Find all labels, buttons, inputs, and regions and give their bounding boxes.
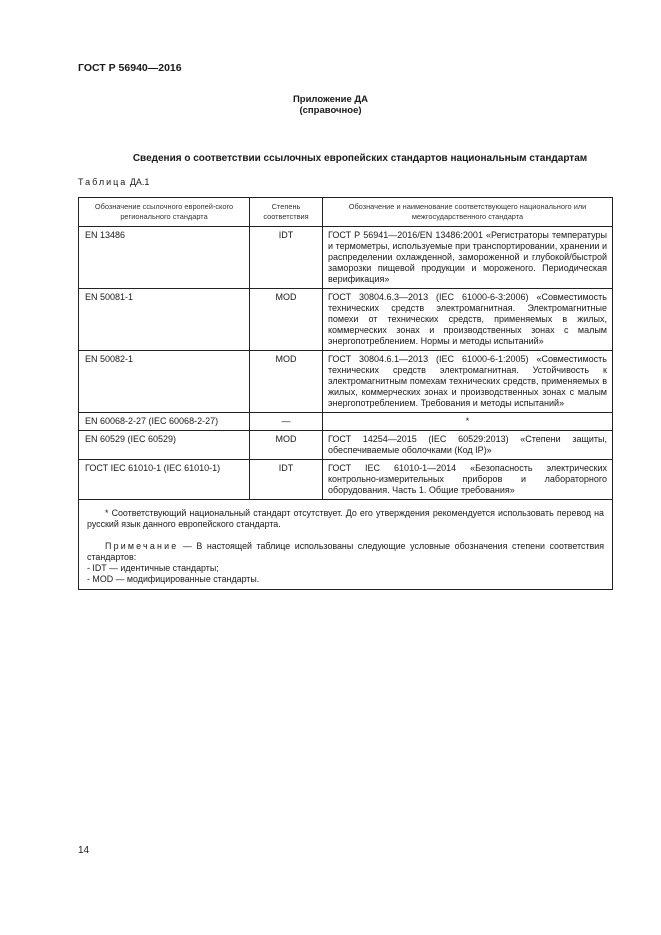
table-note bbox=[87, 541, 604, 563]
row-national: ГОСТ 30804.6.3—2013 (IEC 61000-6-3:2006) «Совместимость технических средств электромагнитная. Электромагнитные помехи от технических средств, применяемых в жилых, коммерческих зонах и производственных зонах с малым энергопотреблением. Нормы и методы испытаний» bbox=[323, 289, 613, 351]
row-degree: MOD bbox=[250, 289, 323, 351]
note-label: Примечание bbox=[105, 541, 179, 551]
section-title: Сведения о соответствии ссылочных европейских стандартов национальным стандартам bbox=[132, 153, 588, 164]
row-degree: MOD bbox=[250, 351, 323, 413]
row-degree: MOD bbox=[250, 431, 323, 460]
header-national-standard: Обозначение и наименование соответствующего национального или межгосударственного стандарта bbox=[323, 198, 613, 227]
page-number: 14 bbox=[78, 845, 90, 856]
row-national: ГОСТ Р 56941—2016/EN 13486:2001 «Регистраторы температуры и термометры, используемые при транспортировании, хранении и распределении охлажденной, замороженной и глубокой/быстрой заморозки пищевой продукции и мороженого. Периодическая верификация» bbox=[323, 227, 613, 289]
row-reference: ГОСТ IEC 61010-1 (IEC 61010-1) bbox=[79, 460, 250, 500]
row-degree: — bbox=[250, 413, 323, 431]
header-reference-standard: Обозначение ссылочного европей-ского регионального стандарта bbox=[79, 198, 250, 227]
row-degree: IDT bbox=[250, 227, 323, 289]
table-row bbox=[79, 413, 613, 431]
table-caption bbox=[78, 177, 149, 187]
row-national: * bbox=[323, 413, 613, 431]
table-caption-number: ДА.1 bbox=[129, 177, 150, 187]
table-row bbox=[79, 431, 613, 460]
row-national: ГОСТ 14254—2015 (IEC 60529:2013) «Степени защиты, обеспечиваемые оболочками (Код IP)» bbox=[323, 431, 613, 460]
appendix-title: Приложение ДА bbox=[292, 94, 369, 105]
standards-table bbox=[78, 197, 613, 590]
row-reference: EN 13486 bbox=[79, 227, 250, 289]
table-row bbox=[79, 227, 613, 289]
note-text: — В настоящей таблице использованы следующие условные обозначения степени соответствия стандартов: bbox=[87, 541, 605, 562]
table-notes-row bbox=[79, 500, 613, 590]
header-degree: Степень соответствия bbox=[250, 198, 323, 227]
appendix-subtitle: (справочное) bbox=[299, 105, 362, 116]
note-item: - IDT — идентичные стандарты; bbox=[87, 563, 219, 573]
row-reference: EN 50082-1 bbox=[79, 351, 250, 413]
row-degree: IDT bbox=[250, 460, 323, 500]
table-row bbox=[79, 289, 613, 351]
table-footnote: * Соответствующий национальный стандарт отсутствует. До его утверждения рекомендуется использовать перевод на русский язык данного европейского стандарта. bbox=[87, 508, 604, 529]
row-national: ГОСТ IEC 61010-1—2014 «Безопасность электрических контрольно-измерительных приборов и лабораторного оборудования. Часть 1. Общие требования» bbox=[323, 460, 613, 500]
table-row bbox=[79, 351, 613, 413]
note-item: - MOD — модифицированные стандарты. bbox=[87, 574, 260, 584]
table-notes bbox=[79, 500, 613, 590]
row-national: ГОСТ 30804.6.1—2013 (IEC 61000-6-1:2005) «Совместимость технических средств электромагнитная. Устойчивость к электромагнитным помехам технических средств, применяемых в жилых, коммерческих зонах и производственных зонах с малым энергопотреблением. Требования и методы испытаний» bbox=[323, 351, 613, 413]
table-row bbox=[79, 460, 613, 500]
row-reference: EN 60068-2-27 (IEC 60068-2-27) bbox=[79, 413, 250, 431]
table-caption-word: Таблица bbox=[78, 177, 128, 187]
row-reference: EN 60529 (IEC 60529) bbox=[79, 431, 250, 460]
document-code: ГОСТ Р 56940—2016 bbox=[78, 62, 182, 74]
table-header-row bbox=[79, 198, 613, 227]
row-reference: EN 50081-1 bbox=[79, 289, 250, 351]
